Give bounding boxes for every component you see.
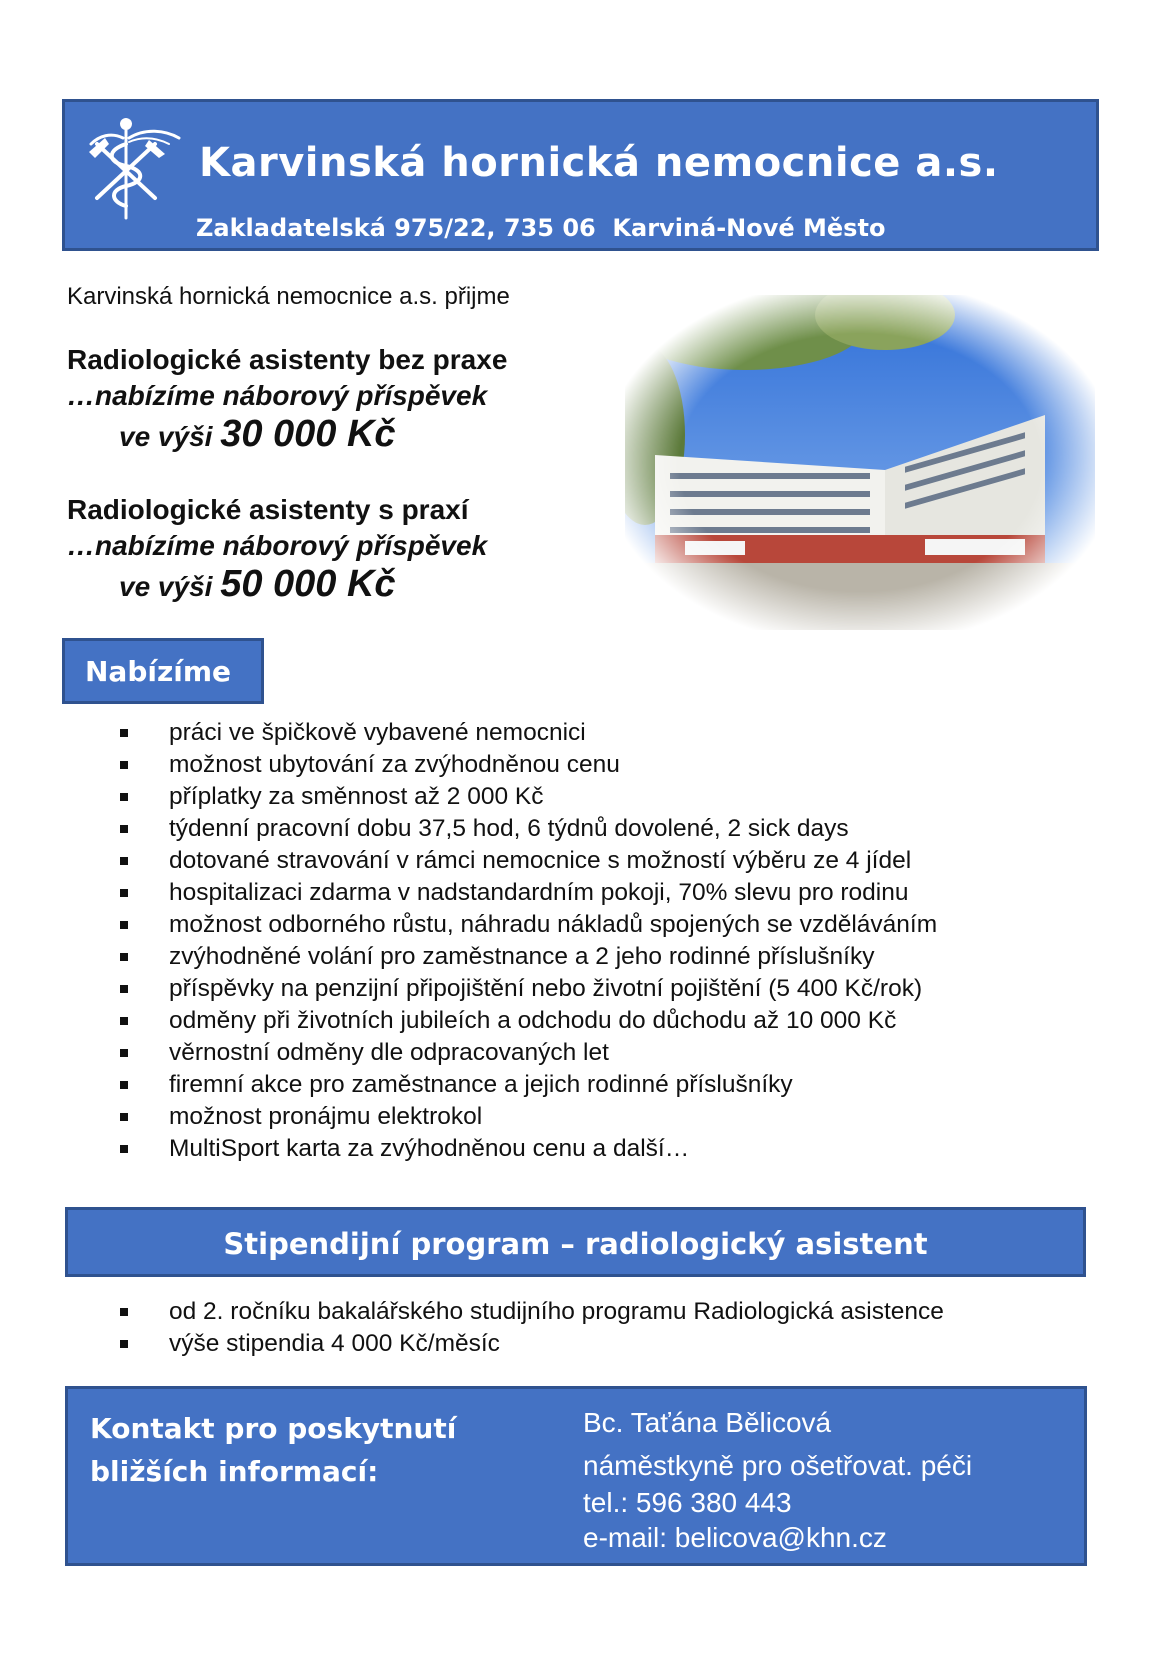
bullet-square-icon xyxy=(120,729,128,737)
org-address: Zakladatelská 975/22, 735 06 Karviná-Nové Město xyxy=(196,214,886,242)
bullet-square-icon xyxy=(120,985,128,993)
scholarship-list xyxy=(62,1296,944,1360)
list-item xyxy=(62,1101,937,1133)
list-item xyxy=(62,717,937,749)
list-item-text: od 2. ročníku bakalářského studijního programu Radiologická asistence xyxy=(169,1298,944,1325)
list-item xyxy=(62,1296,944,1328)
list-item xyxy=(62,1037,937,1069)
bullet-square-icon xyxy=(120,761,128,769)
offer-1-subtitle: …nabízíme náborový příspěvek xyxy=(67,380,488,411)
contact-phone[interactable]: tel.: 596 380 443 xyxy=(583,1487,792,1518)
bullet-square-icon xyxy=(120,857,128,865)
list-item-text: odměny při životních jubileích a odchodu do důchodu až 10 000 Kč xyxy=(169,1007,897,1034)
contact-email[interactable]: e-mail: belicova@khn.cz xyxy=(583,1522,887,1553)
list-item xyxy=(62,1328,944,1360)
contact-position: náměstkyně pro ošetřovat. péči xyxy=(583,1450,973,1481)
list-item-text: dotované stravování v rámci nemocnice s možností výběru ze 4 jídel xyxy=(169,847,912,874)
list-item xyxy=(62,1133,937,1165)
bullet-square-icon xyxy=(120,825,128,833)
bullet-square-icon xyxy=(120,793,128,801)
bullet-square-icon xyxy=(120,1340,128,1348)
bullet-square-icon xyxy=(120,889,128,897)
benefits-list xyxy=(62,717,937,1165)
offer-1-amount: 30 000 Kč xyxy=(220,413,396,455)
list-item-text: věrnostní odměny dle odpracovaných let xyxy=(169,1039,609,1066)
list-item xyxy=(62,941,937,973)
list-item-text: zvýhodněné volání pro zaměstnance a 2 jeho rodinné příslušníky xyxy=(169,943,875,970)
benefits-heading: Nabízíme xyxy=(85,655,232,688)
scholarship-heading: Stipendijní program – radiologický asistent xyxy=(223,1227,928,1261)
org-title: Karvinská hornická nemocnice a.s. xyxy=(199,140,999,186)
list-item xyxy=(62,749,937,781)
contact-heading: Kontakt pro poskytnutí bližších informací: xyxy=(90,1412,457,1488)
bullet-square-icon xyxy=(120,1145,128,1153)
offer-2-title: Radiologické asistenty s praxí xyxy=(67,494,469,525)
list-item xyxy=(62,781,937,813)
list-item-text: příspěvky na penzijní připojištění nebo životní pojištění (5 400 Kč/rok) xyxy=(169,975,923,1002)
list-item-text: práci ve špičkově vybavené nemocnici xyxy=(169,719,586,746)
list-item xyxy=(62,973,937,1005)
bullet-square-icon xyxy=(120,921,128,929)
list-item xyxy=(62,813,937,845)
offer-2-amount-line xyxy=(119,563,396,606)
list-item-text: možnost odborného růstu, náhradu nákladů spojených se vzděláváním xyxy=(169,911,938,938)
list-item-text: týdenní pracovní dobu 37,5 hod, 6 týdnů dovolené, 2 sick days xyxy=(169,815,849,842)
bullet-square-icon xyxy=(120,1308,128,1316)
offer-2-subtitle: …nabízíme náborový příspěvek xyxy=(67,530,488,561)
scholarship-heading-box xyxy=(65,1207,1086,1277)
list-item-text: výše stipendia 4 000 Kč/měsíc xyxy=(169,1330,500,1357)
list-item-text: příplatky za směnnost až 2 000 Kč xyxy=(169,783,544,810)
offer-1-amount-prefix: ve výši xyxy=(119,421,221,452)
list-item xyxy=(62,909,937,941)
bullet-square-icon xyxy=(120,1049,128,1057)
header-banner xyxy=(62,99,1099,251)
bullet-square-icon xyxy=(120,1081,128,1089)
list-item xyxy=(62,1069,937,1101)
bullet-square-icon xyxy=(120,1113,128,1121)
hospital-building-photo xyxy=(625,295,1095,630)
list-item-text: firemní akce pro zaměstnance a jejich rodinné příslušníky xyxy=(169,1071,793,1098)
offer-2-amount-prefix: ve výši xyxy=(119,571,221,602)
benefits-heading-box xyxy=(62,638,264,704)
list-item xyxy=(62,877,937,909)
list-item-text: možnost ubytování za zvýhodněnou cenu xyxy=(169,751,620,778)
list-item-text: hospitalizaci zdarma v nadstandardním pokoji, 70% slevu pro rodinu xyxy=(169,879,909,906)
offer-1-title: Radiologické asistenty bez praxe xyxy=(67,344,508,375)
caduceus-mining-logo-icon xyxy=(85,114,183,226)
contact-name: Bc. Taťána Bělicová xyxy=(583,1407,832,1438)
list-item xyxy=(62,1005,937,1037)
contact-box xyxy=(65,1386,1087,1566)
list-item-text: možnost pronájmu elektrokol xyxy=(169,1103,483,1130)
bullet-square-icon xyxy=(120,953,128,961)
list-item-text: MultiSport karta za zvýhodněnou cenu a další… xyxy=(169,1135,690,1162)
bullet-square-icon xyxy=(120,1017,128,1025)
intro-text: Karvinská hornická nemocnice a.s. přijme xyxy=(67,283,510,310)
offer-2-amount: 50 000 Kč xyxy=(220,563,396,605)
offer-1-amount-line xyxy=(119,413,396,456)
list-item xyxy=(62,845,937,877)
